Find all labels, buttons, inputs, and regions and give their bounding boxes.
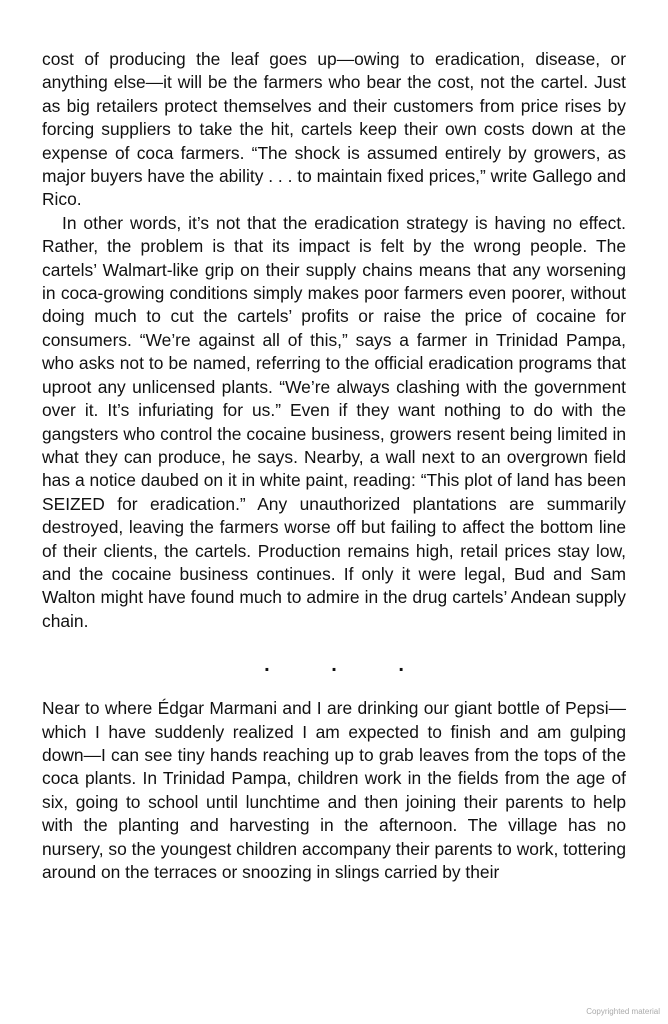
paragraph-2: In other words, it’s not that the eradication strategy is having no effect. Rather, the problem is that its impact is felt by the wrong people. The cartels’ Walmart-like grip on their supply chains means that any worsening in coca-growing conditions simply makes poor farmers even poorer, without doing much to cut the cartels’ profits or raise the price of cocaine for consumers. “We’re against all of this,” says a farmer in Trinidad Pampa, who asks not to be named, referring to the official eradication programs that uproot any unlicensed plants. “We’re always clashing with the government over it. It’s infuriating for us.” Even if they want nothing to do with the gangsters who control the cocaine business, growers resent being limited in what they can produce, he says. Nearby, a wall next to an overgrown field has a notice daubed on it in white paint, reading: “This plot of land has been SEIZED for eradication.” Any unauthorized plantations are summarily destroyed, leaving the farmers worse off but failing to affect the bottom line of their clients, the cartels. Production remains high, retail prices stay low, and the cocaine business continues. If only it were legal, Bud and Sam Walton might have found much to admire in the drug cartels’ Andean supply chain. — [42, 212, 626, 631]
page-body — [42, 48, 626, 884]
copyright-watermark: Copyrighted material — [586, 1007, 660, 1016]
paragraph-3: Near to where Édgar Marmani and I are drinking our giant bottle of Pepsi—which I have suddenly realized I am expected to finish and am gulping down—I can see tiny hands reaching up to grab leaves from the tops of the coca plants. In Trinidad Pampa, children work in the fields from the age of six, going to school until lunchtime and then joining their parents to help with the planting and harvesting in the afternoon. The village has no nursery, so the youngest children accompany their parents to work, tottering around on the terraces or snoozing in slings carried by their — [42, 698, 626, 882]
paragraph-1: cost of producing the leaf goes up—owing to eradication, disease, or anything else—it will be the farmers who bear the cost, not the cartel. Just as big retailers protect themselves and their customers from price rises by forcing suppliers to take the hit, cartels keep their own costs down at the expense of coca farmers. “The shock is assumed entirely by growers, as major buyers have the ability . . . to maintain fixed prices,” write Gallego and Rico. — [42, 49, 626, 210]
section-break: . . . — [264, 654, 432, 677]
